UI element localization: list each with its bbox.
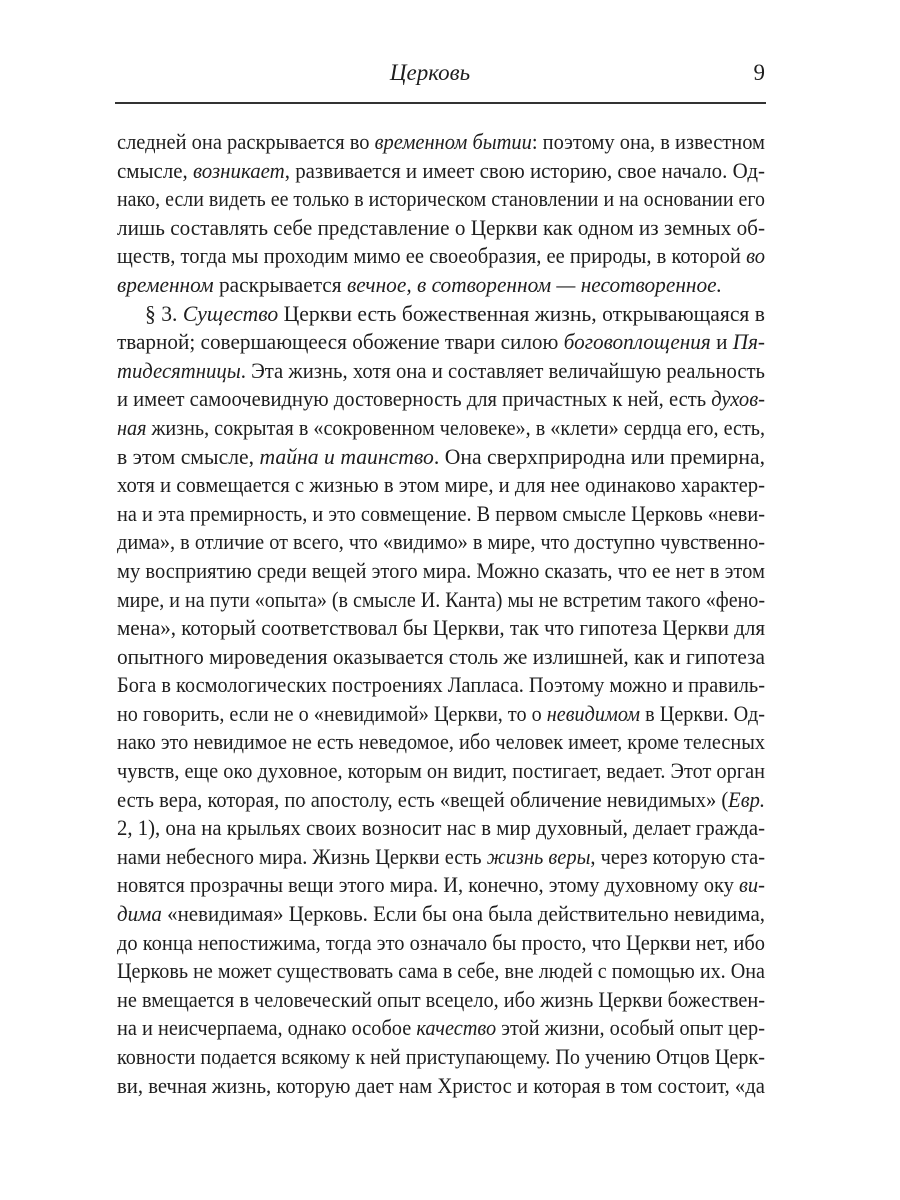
italic-text: во <box>746 243 765 269</box>
text-line <box>117 671 765 700</box>
text-line-content <box>117 528 765 557</box>
text-line <box>117 557 765 586</box>
text-line-content <box>117 757 765 786</box>
text-run: но говорить, если не о «невидимой» Церкви, то о <box>117 700 547 726</box>
text-line <box>117 443 765 472</box>
text-line <box>117 900 765 929</box>
text-run: 2, 1), она на крыльях своих возносит нас в мир духовный, делает гражда- <box>117 815 765 841</box>
italic-text: ви- <box>739 872 765 898</box>
text-line <box>117 471 765 500</box>
text-line <box>117 128 765 157</box>
italic-text: духов- <box>711 386 765 412</box>
italic-text: временном <box>117 271 214 297</box>
text-run: дима», в отличие от всего, что «видимо» в мире, что доступно чувственно- <box>117 529 765 555</box>
text-line <box>117 528 765 557</box>
text-line <box>117 500 765 529</box>
text-run: и <box>710 329 733 355</box>
text-line <box>117 757 765 786</box>
page-number: 9 <box>753 60 765 85</box>
text-line-content <box>117 929 765 958</box>
text-line <box>117 214 765 243</box>
text-line <box>117 643 765 672</box>
text-run: ви, вечная жизнь, которую дает нам Христос и которая в том состоит, «да <box>117 1072 765 1098</box>
body-text <box>117 128 765 1100</box>
text-run: мире, и на пути «опыта» (в смысле И. Канта) мы не встретим такого «фено- <box>117 586 765 612</box>
text-line <box>117 328 765 357</box>
text-line-content <box>117 986 765 1015</box>
text-run: до конца непостижима, тогда это означало бы просто, что Церкви нет, ибо <box>117 929 765 955</box>
text-run: тварной; совершающееся обожение твари силою <box>117 329 564 355</box>
text-line-content <box>117 728 765 757</box>
text-line <box>117 843 765 872</box>
text-line-content <box>145 300 765 329</box>
text-line-content <box>117 700 765 729</box>
text-run: новятся прозрачны вещи этого мира. И, конечно, этому духовному оку <box>117 872 740 898</box>
header-rule <box>115 102 766 104</box>
text-run: Церкви есть божественная жизнь, открывающаяся в <box>278 300 765 326</box>
text-line <box>117 242 765 271</box>
text-run: . Эта жизнь, хотя она и составляет величайшую реальность <box>240 357 765 383</box>
italic-text: качество <box>416 1015 497 1041</box>
running-title: Церковь <box>389 60 471 85</box>
text-line <box>117 1014 765 1043</box>
text-run: следней она раскрывается во <box>117 129 375 154</box>
text-line-content <box>117 500 765 529</box>
text-run: на и неисчерпаема, однако особое <box>117 1015 417 1041</box>
text-run: , развивается и имеет свою историю, свое начало. Од- <box>284 157 765 183</box>
italic-text: Евр. <box>728 786 765 812</box>
text-line <box>117 814 765 843</box>
text-line <box>117 586 765 615</box>
text-line-content <box>117 1014 765 1043</box>
text-line-content <box>117 900 765 929</box>
italic-text: ная <box>117 414 147 440</box>
text-run: § 3. <box>145 300 183 326</box>
text-line-content <box>117 271 722 300</box>
text-line-content <box>117 1072 765 1101</box>
text-run: и имеет самоочевидную достоверность для причастных к ней, есть <box>117 386 712 412</box>
text-line-content <box>117 957 765 986</box>
italic-text: жизнь веры <box>486 843 591 869</box>
text-run: ществ, тогда мы проходим мимо ее своеобразия, ее природы, в которой <box>117 243 747 269</box>
text-run: этой жизни, особый опыт цер- <box>496 1015 765 1041</box>
italic-text: тидесятницы <box>117 357 241 383</box>
text-run: в этом смысле, <box>117 443 260 469</box>
text-run: Церковь не может существовать сама в себе, вне людей с помощью их. Она <box>117 958 765 984</box>
text-line <box>117 700 765 729</box>
text-line <box>117 385 765 414</box>
text-line-content <box>117 443 765 472</box>
italic-text: тайна и таинство <box>259 443 434 469</box>
text-line-content <box>117 242 765 271</box>
text-run: жизнь, сокрытая в «сокровенном человеке», в «клети» сердца его, есть, <box>146 414 766 440</box>
text-line <box>117 957 765 986</box>
text-line-content <box>117 557 765 586</box>
text-line-content <box>117 414 765 443</box>
text-run: смысле, <box>117 157 193 183</box>
italic-text: возникает <box>192 157 285 183</box>
text-line-content <box>117 643 765 672</box>
text-line <box>117 786 765 815</box>
text-run: нако это невидимое не есть неведомое, ибо человек имеет, кроме телесных <box>117 729 765 755</box>
text-line <box>117 271 765 300</box>
italic-text: невидимом <box>546 700 641 726</box>
text-run: . Она сверхприродна или премирна, <box>433 443 765 469</box>
text-run: нами небесного мира. Жизнь Церкви есть <box>117 843 487 869</box>
text-run: : поэтому она, в известном <box>531 129 765 154</box>
text-line <box>117 728 765 757</box>
italic-text: Пя- <box>732 329 765 355</box>
italic-text: временном бытии <box>374 129 532 154</box>
text-run: чувств, еще око духовное, которым он видит, постигает, ведает. Этот орган <box>117 758 765 784</box>
text-line <box>117 357 765 386</box>
italic-text: боговоплощения <box>563 329 711 355</box>
text-line-content <box>117 1043 765 1072</box>
text-line <box>117 185 765 214</box>
text-line <box>117 614 765 643</box>
text-run: хотя и совмещается с жизнью в этом мире, и для нее одинаково характер- <box>117 472 765 498</box>
text-line <box>117 1043 765 1072</box>
text-run: «невидимая» Церковь. Если бы она была действительно невидима, <box>161 901 766 927</box>
text-run: ковности подается всякому к ней приступающему. По учению Отцов Церк- <box>117 1044 765 1069</box>
text-line-content <box>117 157 765 186</box>
text-line-content <box>117 357 765 386</box>
text-run: в Церкви. Од- <box>640 700 765 726</box>
text-line-content <box>117 786 765 815</box>
italic-text: Существо <box>182 300 279 326</box>
running-header <box>115 60 765 92</box>
text-line-content <box>117 471 765 500</box>
text-line <box>117 986 765 1015</box>
text-run: раскрывается <box>213 271 347 297</box>
text-run: не вмещается в человеческий опыт всецело, ибо жизнь Церкви божествен- <box>117 986 765 1012</box>
text-line-content <box>117 671 765 700</box>
text-line <box>117 414 765 443</box>
text-line-content <box>117 814 765 843</box>
text-line <box>117 1072 765 1101</box>
text-run: опытного мироведения оказывается столь же излишней, как и гипотеза <box>117 643 765 669</box>
text-run: , через которую ста- <box>590 843 765 869</box>
text-line-content <box>117 385 765 414</box>
text-run: мена», который соответствовал бы Церкви, так что гипотеза Церкви для <box>117 615 765 641</box>
text-line-content <box>117 328 765 357</box>
text-line <box>117 929 765 958</box>
text-line-content <box>117 843 765 872</box>
text-line <box>117 871 765 900</box>
text-line-content <box>117 871 765 900</box>
text-run: на и эта премирность, и это совмещение. В первом смысле Церковь «неви- <box>117 500 765 526</box>
italic-text: вечное, в сотворенном — несотворенное. <box>346 271 722 297</box>
text-line-content <box>117 614 765 643</box>
text-line <box>117 300 765 329</box>
italic-text: дима <box>117 901 162 927</box>
text-line-content <box>117 586 765 615</box>
text-line <box>117 157 765 186</box>
text-run: Бога в космологических построениях Лапласа. Поэтому можно и правиль- <box>117 672 765 698</box>
text-run: лишь составлять себе представление о Церкви как одном из земных об- <box>117 214 765 240</box>
text-line-content <box>117 128 765 157</box>
text-line-content <box>117 214 765 243</box>
text-run: нако, если видеть ее только в историческом становлении и на основании его <box>117 186 765 212</box>
text-run: му восприятию среди вещей этого мира. Можно сказать, что ее нет в этом <box>117 557 765 583</box>
text-run: есть вера, которая, по апостолу, есть «вещей обличение невидимых» ( <box>117 786 729 812</box>
text-line-content <box>117 185 765 214</box>
